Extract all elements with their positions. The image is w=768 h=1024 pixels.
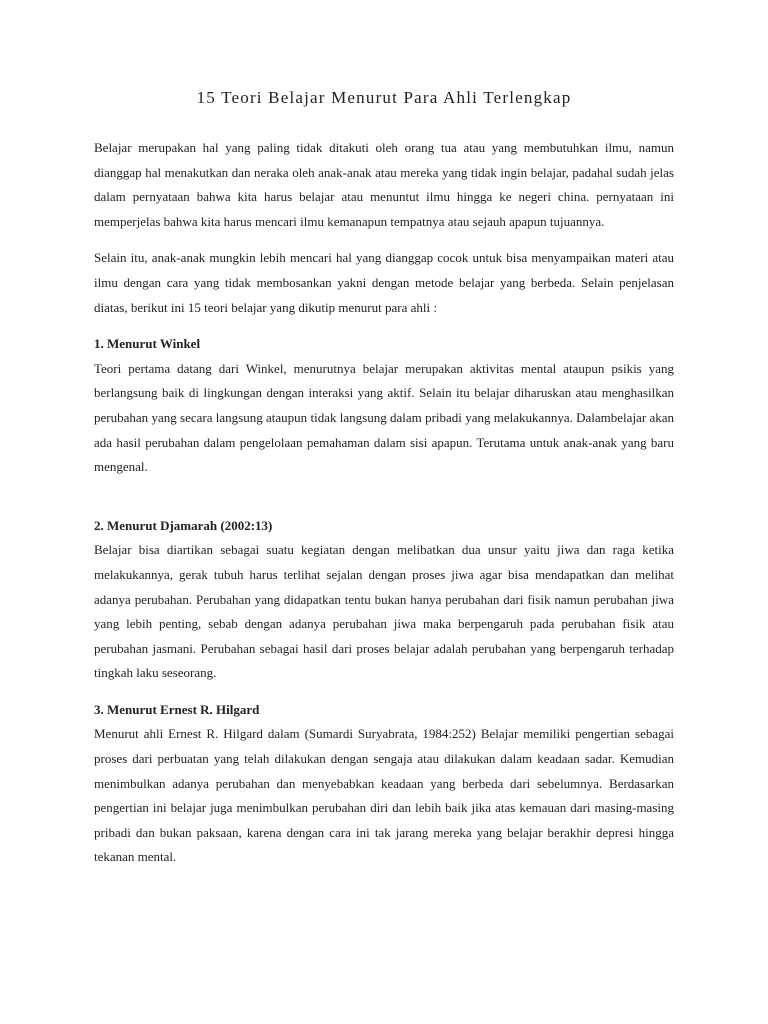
section-heading: 3. Menurut Ernest R. Hilgard <box>94 701 260 717</box>
section-body: Belajar bisa diartikan sebagai suatu kegiatan dengan melibatkan dua unsur yaitu jiwa dan raga ketika melakukannya, gerak tubuh harus terlihat sejalan dengan proses jiwa agar bisa mendapatkan dan melihat adanya perubahan. Perubahan yang didapatkan tentu bukan hanya perubahan dari fisik namun perubahan jiwa yang lebih penting, sebab dengan adanya perubahan jiwa maka berpengaruh pada perubahan fisik atau perubahan jasmani. Perubahan sebagai hasil dari proses belajar adalah perubahan yang berpengaruh terhadap tingkah laku seseorang. <box>94 542 674 681</box>
section-hilgard <box>94 698 674 870</box>
section-heading: 1. Menurut Winkel <box>94 336 201 352</box>
section-winkel <box>94 332 674 480</box>
section-body: Teori pertama datang dari Winkel, menurutnya belajar merupakan aktivitas mental ataupun psikis yang berlangsung baik di lingkungan dengan interaksi yang aktif. Selain itu belajar diharuskan atau menghasilkan perubahan yang secara langsung ataupun tidak langsung dalam pribadi yang melakukannya. Dalambelajar akan ada hasil perubahan dalam pengelolaan pemahaman dalam sisi apapun. Terutama untuk anak-anak yang baru mengenal. <box>94 360 674 475</box>
document-title: 15 Teori Belajar Menurut Para Ahli Terlengkap <box>196 88 572 107</box>
intro-paragraph-1: Belajar merupakan hal yang paling tidak ditakuti oleh orang tua atau yang membutuhkan ilmu, namun dianggap hal menakutkan dan neraka oleh anak-anak atau mereka yang tidak ingin belajar, padahal sudah jelas dalam pernyataan bahwa kita harus belajar atau menuntut ilmu hingga ke negeri china. pernyataan ini memperjelas bahwa kita harus mencari ilmu kemanapun tempatnya atau sejauh apapun tujuannya. <box>94 140 674 229</box>
section-djamarah <box>94 514 674 686</box>
intro-paragraph-2: Selain itu, anak-anak mungkin lebih mencari hal yang dianggap cocok untuk bisa menyampaikan materi atau ilmu dengan cara yang tidak membosankan yakni dengan metode belajar yang berbeda. Selain penjelasan diatas, berikut ini 15 teori belajar yang dikutip menurut para ahli : <box>94 250 674 315</box>
section-heading: 2. Menurut Djamarah (2002:13) <box>94 517 273 533</box>
section-body: Menurut ahli Ernest R. Hilgard dalam (Sumardi Suryabrata, 1984:252) Belajar memiliki pengertian sebagai proses dari perbuatan yang telah dilakukan dengan sengaja atau dilakukan dalam keadaan sadar. Kemudian menimbulkan adanya perubahan dan menyebabkan keadaan yang berbeda dari sebelumnya. Berdasarkan pengertian ini belajar juga menimbulkan perubahan diri dan lebih baik jika atas kemauan dari masing-masing pribadi dan bukan paksaan, karena dengan cara ini tak jarang mereka yang belajar berakhir depresi hingga tekanan mental. <box>94 726 674 865</box>
